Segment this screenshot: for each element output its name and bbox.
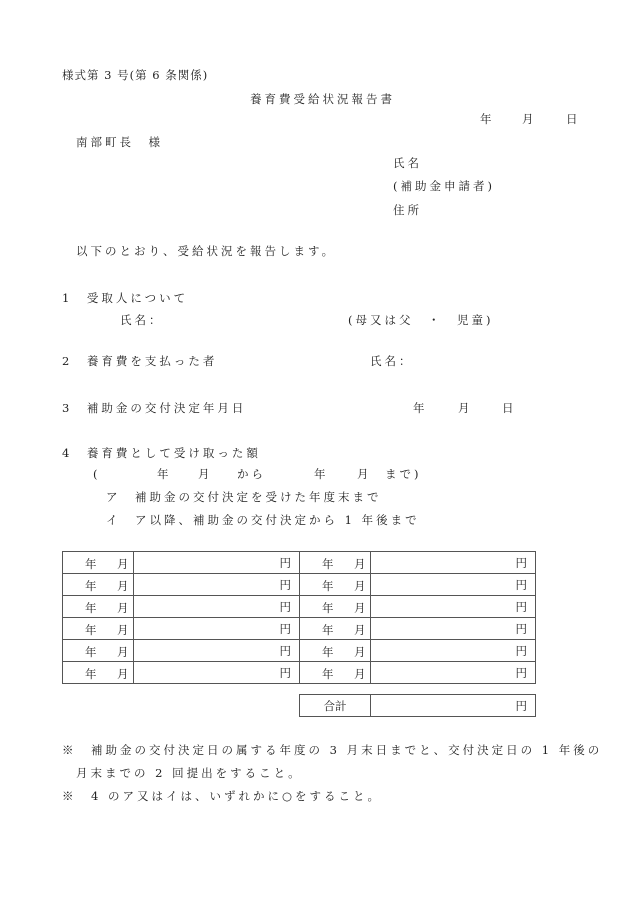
year-label: 年 — [322, 557, 334, 571]
year-label: 年 — [85, 601, 97, 615]
table-row — [63, 596, 536, 618]
total-amount-cell[interactable] — [371, 695, 536, 717]
month-label: 月 — [117, 623, 129, 637]
month-label: 月 — [117, 601, 129, 615]
year-label: 年 — [85, 623, 97, 637]
applicant-role-label: (補助金申請者) — [393, 179, 495, 193]
payments-table — [62, 551, 536, 684]
period-month2: 月 — [357, 467, 372, 481]
left-amount-cell[interactable] — [134, 640, 300, 662]
left-year-month-cell[interactable] — [63, 552, 134, 574]
section3-day-label: 日 — [502, 401, 517, 415]
section1-name-label: 氏名： — [120, 313, 164, 327]
right-amount-cell[interactable] — [371, 574, 536, 596]
yen-label: 円 — [515, 599, 527, 614]
year-label: 年 — [322, 623, 334, 637]
month-label: 月 — [354, 601, 366, 615]
left-year-month-cell[interactable] — [63, 596, 134, 618]
yen-label: 円 — [279, 665, 291, 680]
right-year-month-cell[interactable] — [300, 618, 371, 640]
right-year-month-cell[interactable] — [300, 574, 371, 596]
year-label: 年 — [85, 645, 97, 659]
right-amount-cell[interactable] — [371, 596, 536, 618]
right-amount-cell[interactable] — [371, 552, 536, 574]
right-amount-cell[interactable] — [371, 662, 536, 684]
intro-text: 以下のとおり、受給状況を報告します。 — [76, 244, 337, 258]
period-from: から — [237, 467, 266, 481]
month-label: 月 — [354, 623, 366, 637]
section1-relation: (母又は父 ・ 児童) — [348, 313, 494, 327]
total-yen: 円 — [515, 698, 527, 713]
table-row — [63, 662, 536, 684]
option-i[interactable]: イ ア以降、補助金の交付決定から 1 年後まで — [106, 513, 420, 527]
period-month1: 月 — [198, 467, 213, 481]
section2-name-label: 氏名： — [370, 354, 414, 368]
year-label: 年 — [85, 579, 97, 593]
table-row — [63, 618, 536, 640]
applicant-address-label: 住所 — [393, 203, 422, 217]
left-amount-cell[interactable] — [134, 596, 300, 618]
period-year1: 年 — [157, 467, 172, 481]
year-label: 年 — [322, 645, 334, 659]
month-label: 月 — [354, 645, 366, 659]
note-1-cont: 月末までの 2 回提出をすること。 — [76, 766, 303, 780]
note-1: ※ 補助金の交付決定日の属する年度の 3 月末日までと、交付決定日の 1 年後の — [62, 743, 603, 757]
month-label: 月 — [354, 579, 366, 593]
right-year-month-cell[interactable] — [300, 640, 371, 662]
month-label: 月 — [354, 667, 366, 681]
left-amount-cell[interactable] — [134, 552, 300, 574]
left-amount-cell[interactable] — [134, 574, 300, 596]
right-year-month-cell[interactable] — [300, 662, 371, 684]
period-year2: 年 — [314, 467, 329, 481]
date-day-label: 日 — [566, 112, 581, 126]
right-amount-cell[interactable] — [371, 640, 536, 662]
yen-label: 円 — [515, 643, 527, 658]
left-year-month-cell[interactable] — [63, 574, 134, 596]
yen-label: 円 — [279, 621, 291, 636]
note-2: ※ 4 のア又はイは、いずれかに○をすること。 — [62, 789, 383, 803]
total-label: 合計 — [300, 695, 371, 717]
section3-month-label: 月 — [458, 401, 473, 415]
year-label: 年 — [322, 667, 334, 681]
table-row — [63, 574, 536, 596]
yen-label: 円 — [279, 577, 291, 592]
year-label: 年 — [322, 601, 334, 615]
month-label: 月 — [117, 579, 129, 593]
yen-label: 円 — [515, 665, 527, 680]
yen-label: 円 — [279, 555, 291, 570]
date-month-label: 月 — [522, 112, 537, 126]
total-table — [299, 694, 536, 717]
section1-heading: 1 受取人について — [62, 291, 189, 305]
left-year-month-cell[interactable] — [63, 640, 134, 662]
section3-year-label: 年 — [413, 401, 428, 415]
table-row — [63, 552, 536, 574]
year-label: 年 — [322, 579, 334, 593]
yen-label: 円 — [515, 621, 527, 636]
month-label: 月 — [354, 557, 366, 571]
right-amount-cell[interactable] — [371, 618, 536, 640]
document-title: 養育費受給状況報告書 — [250, 92, 395, 106]
yen-label: 円 — [515, 577, 527, 592]
month-label: 月 — [117, 645, 129, 659]
period-open: ( — [93, 467, 101, 481]
yen-label: 円 — [279, 599, 291, 614]
section2-heading: 2 養育費を支払った者 — [62, 354, 218, 368]
left-year-month-cell[interactable] — [63, 662, 134, 684]
right-year-month-cell[interactable] — [300, 552, 371, 574]
form-number: 様式第 3 号(第 6 条関係) — [62, 68, 209, 82]
month-label: 月 — [117, 557, 129, 571]
left-year-month-cell[interactable] — [63, 618, 134, 640]
date-year-label: 年 — [480, 112, 495, 126]
yen-label: 円 — [279, 643, 291, 658]
year-label: 年 — [85, 557, 97, 571]
option-a[interactable]: ア 補助金の交付決定を受けた年度末まで — [106, 490, 382, 504]
left-amount-cell[interactable] — [134, 662, 300, 684]
month-label: 月 — [117, 667, 129, 681]
applicant-name-label: 氏名 — [393, 156, 422, 170]
section3-heading: 3 補助金の交付決定年月日 — [62, 401, 247, 415]
total-row — [300, 695, 536, 717]
addressee: 南部町長 様 — [76, 135, 163, 149]
left-amount-cell[interactable] — [134, 618, 300, 640]
year-label: 年 — [85, 667, 97, 681]
section4-heading: 4 養育費として受け取った額 — [62, 446, 261, 460]
table-row — [63, 640, 536, 662]
right-year-month-cell[interactable] — [300, 596, 371, 618]
yen-label: 円 — [515, 555, 527, 570]
period-to: まで) — [385, 467, 422, 481]
